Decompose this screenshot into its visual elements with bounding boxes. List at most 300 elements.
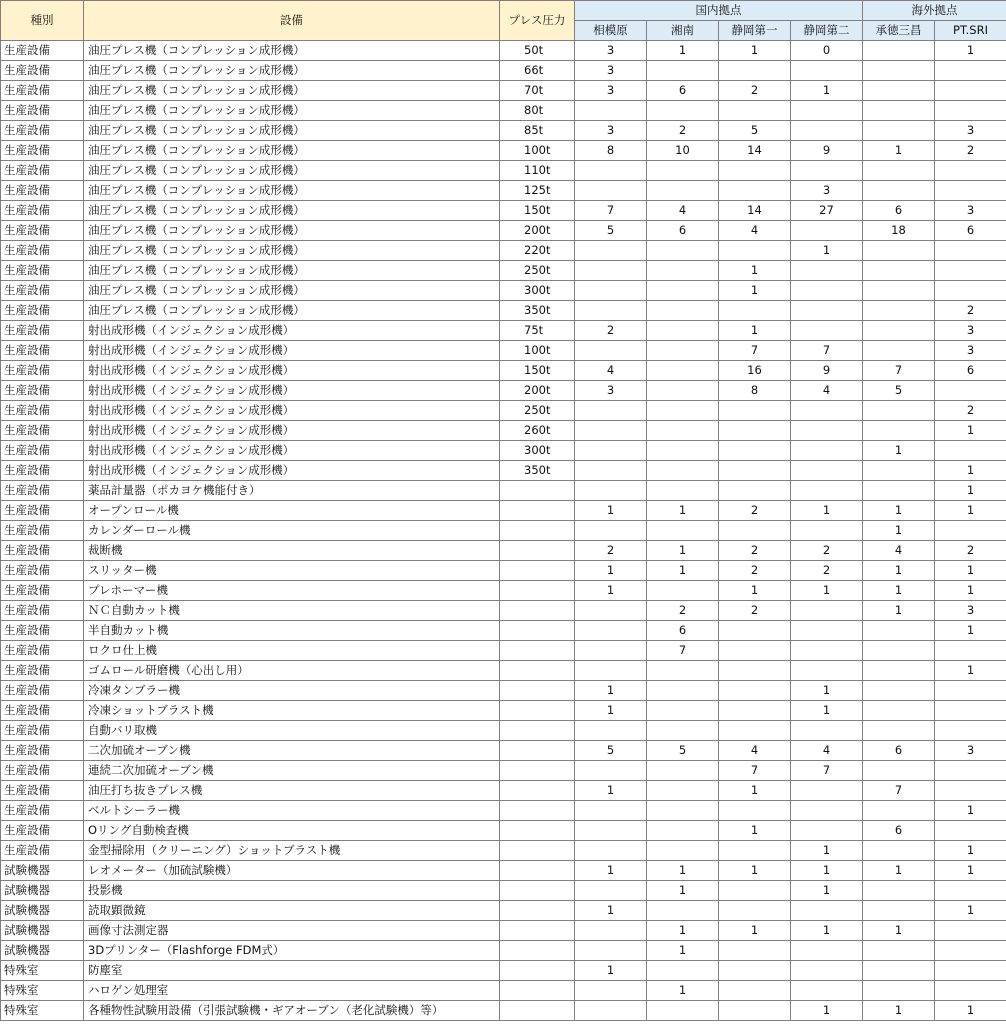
count-cell: 1 bbox=[935, 621, 1006, 641]
count-cell: 27 bbox=[791, 201, 863, 221]
table-row bbox=[1, 981, 1006, 1001]
press-cell bbox=[500, 881, 575, 901]
count-cell bbox=[575, 181, 647, 201]
count-cell: 7 bbox=[647, 641, 719, 661]
count-cell bbox=[647, 361, 719, 381]
count-cell bbox=[575, 441, 647, 461]
count-cell: 3 bbox=[935, 321, 1006, 341]
count-cell bbox=[935, 101, 1006, 121]
count-cell: 6 bbox=[863, 741, 935, 761]
count-cell bbox=[935, 521, 1006, 541]
count-cell: 1 bbox=[791, 581, 863, 601]
count-cell bbox=[863, 701, 935, 721]
type-cell: 生産設備 bbox=[1, 161, 84, 181]
count-cell bbox=[719, 181, 791, 201]
count-cell bbox=[791, 441, 863, 461]
type-cell: 生産設備 bbox=[1, 601, 84, 621]
count-cell: 1 bbox=[575, 781, 647, 801]
count-cell: 5 bbox=[719, 121, 791, 141]
count-cell bbox=[863, 281, 935, 301]
count-cell: 7 bbox=[719, 761, 791, 781]
count-cell bbox=[647, 801, 719, 821]
type-cell: 生産設備 bbox=[1, 61, 84, 81]
equipment-cell: 自動バリ取機 bbox=[84, 721, 500, 741]
count-cell bbox=[647, 381, 719, 401]
count-cell: 3 bbox=[575, 121, 647, 141]
equipment-cell: 冷凍タンブラー機 bbox=[84, 681, 500, 701]
count-cell: 3 bbox=[575, 81, 647, 101]
count-cell bbox=[575, 521, 647, 541]
count-cell: 1 bbox=[863, 141, 935, 161]
count-cell: 1 bbox=[935, 481, 1006, 501]
press-cell bbox=[500, 701, 575, 721]
type-cell: 生産設備 bbox=[1, 481, 84, 501]
count-cell: 2 bbox=[647, 601, 719, 621]
count-cell: 1 bbox=[575, 901, 647, 921]
table-row bbox=[1, 181, 1006, 201]
count-cell bbox=[719, 1001, 791, 1021]
count-cell bbox=[863, 341, 935, 361]
count-cell bbox=[719, 901, 791, 921]
press-cell bbox=[500, 681, 575, 701]
count-cell bbox=[863, 621, 935, 641]
type-cell: 生産設備 bbox=[1, 381, 84, 401]
press-cell: 50t bbox=[500, 41, 575, 61]
type-cell: 生産設備 bbox=[1, 461, 84, 481]
count-cell: 1 bbox=[935, 901, 1006, 921]
count-cell: 1 bbox=[647, 501, 719, 521]
count-cell bbox=[719, 881, 791, 901]
table-row bbox=[1, 41, 1006, 61]
press-cell: 300t bbox=[500, 281, 575, 301]
press-cell: 66t bbox=[500, 61, 575, 81]
table-row bbox=[1, 361, 1006, 381]
count-cell bbox=[863, 241, 935, 261]
count-cell: 1 bbox=[863, 441, 935, 461]
equipment-cell: 読取顕微鏡 bbox=[84, 901, 500, 921]
table-row bbox=[1, 761, 1006, 781]
table-row bbox=[1, 841, 1006, 861]
type-cell: 生産設備 bbox=[1, 301, 84, 321]
count-cell bbox=[647, 521, 719, 541]
count-cell bbox=[791, 721, 863, 741]
count-cell bbox=[935, 921, 1006, 941]
count-cell bbox=[791, 401, 863, 421]
type-cell: 生産設備 bbox=[1, 401, 84, 421]
press-cell bbox=[500, 621, 575, 641]
count-cell: 3 bbox=[935, 201, 1006, 221]
count-cell: 1 bbox=[935, 581, 1006, 601]
count-cell: 4 bbox=[647, 201, 719, 221]
header-domestic: 国内拠点 bbox=[575, 1, 863, 21]
count-cell: 1 bbox=[935, 841, 1006, 861]
equipment-cell: 射出成形機（インジェクション成形機） bbox=[84, 381, 500, 401]
count-cell: 2 bbox=[935, 541, 1006, 561]
count-cell bbox=[791, 941, 863, 961]
count-cell: 5 bbox=[575, 221, 647, 241]
count-cell: 4 bbox=[863, 541, 935, 561]
type-cell: 生産設備 bbox=[1, 501, 84, 521]
count-cell: 1 bbox=[575, 581, 647, 601]
count-cell bbox=[935, 161, 1006, 181]
table-row bbox=[1, 121, 1006, 141]
type-cell: 生産設備 bbox=[1, 41, 84, 61]
count-cell: 1 bbox=[863, 861, 935, 881]
count-cell: 3 bbox=[575, 61, 647, 81]
count-cell: 3 bbox=[935, 341, 1006, 361]
count-cell: 2 bbox=[935, 301, 1006, 321]
table-row bbox=[1, 661, 1006, 681]
equipment-cell: 油圧プレス機（コンプレッション成形機） bbox=[84, 221, 500, 241]
count-cell bbox=[647, 241, 719, 261]
count-cell bbox=[791, 121, 863, 141]
count-cell bbox=[791, 301, 863, 321]
count-cell bbox=[719, 101, 791, 121]
count-cell bbox=[575, 721, 647, 741]
count-cell: 1 bbox=[719, 781, 791, 801]
table-row bbox=[1, 81, 1006, 101]
press-cell bbox=[500, 481, 575, 501]
count-cell bbox=[575, 301, 647, 321]
equipment-cell: 油圧プレス機（コンプレッション成形機） bbox=[84, 241, 500, 261]
count-cell bbox=[719, 801, 791, 821]
equipment-cell: レオメーター（加硫試験機） bbox=[84, 861, 500, 881]
count-cell bbox=[791, 621, 863, 641]
count-cell bbox=[647, 181, 719, 201]
count-cell bbox=[935, 781, 1006, 801]
count-cell: 1 bbox=[791, 921, 863, 941]
equipment-cell: ベルトシーラー機 bbox=[84, 801, 500, 821]
count-cell bbox=[647, 701, 719, 721]
count-cell: 14 bbox=[719, 141, 791, 161]
header-site: 相模原 bbox=[575, 21, 647, 41]
count-cell: 2 bbox=[719, 601, 791, 621]
count-cell bbox=[863, 721, 935, 741]
equipment-cell: スリッター機 bbox=[84, 561, 500, 581]
press-cell bbox=[500, 801, 575, 821]
table-row bbox=[1, 881, 1006, 901]
press-cell bbox=[500, 561, 575, 581]
count-cell bbox=[575, 341, 647, 361]
count-cell bbox=[791, 521, 863, 541]
count-cell bbox=[863, 261, 935, 281]
count-cell: 2 bbox=[791, 561, 863, 581]
type-cell: 試験機器 bbox=[1, 941, 84, 961]
press-cell: 250t bbox=[500, 401, 575, 421]
type-cell: 生産設備 bbox=[1, 201, 84, 221]
count-cell bbox=[935, 241, 1006, 261]
count-cell bbox=[575, 921, 647, 941]
count-cell: 1 bbox=[935, 501, 1006, 521]
count-cell bbox=[863, 81, 935, 101]
table-row bbox=[1, 161, 1006, 181]
equipment-cell: 射出成形機（インジェクション成形機） bbox=[84, 441, 500, 461]
count-cell: 3 bbox=[575, 41, 647, 61]
equipment-cell: オープンロール機 bbox=[84, 501, 500, 521]
equipment-cell: 油圧プレス機（コンプレッション成形機） bbox=[84, 181, 500, 201]
table-row bbox=[1, 241, 1006, 261]
table-row bbox=[1, 461, 1006, 481]
press-cell: 125t bbox=[500, 181, 575, 201]
count-cell: 6 bbox=[647, 621, 719, 641]
type-cell: 生産設備 bbox=[1, 261, 84, 281]
count-cell: 1 bbox=[935, 461, 1006, 481]
count-cell bbox=[575, 981, 647, 1001]
count-cell bbox=[863, 661, 935, 681]
count-cell: 3 bbox=[791, 181, 863, 201]
count-cell: 0 bbox=[791, 41, 863, 61]
count-cell bbox=[647, 281, 719, 301]
count-cell bbox=[719, 681, 791, 701]
count-cell bbox=[575, 401, 647, 421]
count-cell bbox=[647, 261, 719, 281]
count-cell: 6 bbox=[863, 201, 935, 221]
count-cell bbox=[791, 981, 863, 1001]
equipment-cell: 油圧プレス機（コンプレッション成形機） bbox=[84, 161, 500, 181]
press-cell: 150t bbox=[500, 201, 575, 221]
count-cell bbox=[719, 941, 791, 961]
count-cell: 10 bbox=[647, 141, 719, 161]
count-cell bbox=[647, 961, 719, 981]
table-row bbox=[1, 861, 1006, 881]
press-cell: 150t bbox=[500, 361, 575, 381]
type-cell: 生産設備 bbox=[1, 541, 84, 561]
type-cell: 生産設備 bbox=[1, 781, 84, 801]
count-cell bbox=[863, 301, 935, 321]
count-cell: 2 bbox=[647, 121, 719, 141]
count-cell bbox=[575, 761, 647, 781]
count-cell: 1 bbox=[863, 521, 935, 541]
type-cell: 生産設備 bbox=[1, 121, 84, 141]
count-cell: 8 bbox=[719, 381, 791, 401]
count-cell bbox=[791, 61, 863, 81]
equipment-cell: カレンダーロール機 bbox=[84, 521, 500, 541]
type-cell: 試験機器 bbox=[1, 861, 84, 881]
count-cell: 3 bbox=[575, 381, 647, 401]
press-cell bbox=[500, 841, 575, 861]
count-cell bbox=[647, 161, 719, 181]
table-row bbox=[1, 541, 1006, 561]
count-cell bbox=[935, 941, 1006, 961]
press-cell bbox=[500, 821, 575, 841]
count-cell: 9 bbox=[791, 361, 863, 381]
count-cell bbox=[719, 301, 791, 321]
count-cell: 7 bbox=[791, 761, 863, 781]
count-cell bbox=[575, 821, 647, 841]
count-cell bbox=[647, 401, 719, 421]
header-site: 承徳三昌 bbox=[863, 21, 935, 41]
table-body bbox=[1, 41, 1006, 1021]
equipment-cell: 裁断機 bbox=[84, 541, 500, 561]
type-cell: 生産設備 bbox=[1, 841, 84, 861]
count-cell bbox=[791, 321, 863, 341]
count-cell bbox=[575, 461, 647, 481]
count-cell bbox=[575, 841, 647, 861]
equipment-cell: ロクロ仕上機 bbox=[84, 641, 500, 661]
count-cell bbox=[719, 441, 791, 461]
count-cell bbox=[863, 161, 935, 181]
count-cell bbox=[575, 241, 647, 261]
count-cell: 1 bbox=[647, 561, 719, 581]
count-cell: 2 bbox=[575, 541, 647, 561]
equipment-cell: 油圧プレス機（コンプレッション成形機） bbox=[84, 61, 500, 81]
equipment-cell: 油圧プレス機（コンプレッション成形機） bbox=[84, 301, 500, 321]
count-cell bbox=[863, 121, 935, 141]
count-cell bbox=[791, 781, 863, 801]
count-cell: 3 bbox=[935, 121, 1006, 141]
count-cell bbox=[647, 661, 719, 681]
type-cell: 生産設備 bbox=[1, 661, 84, 681]
type-cell: 生産設備 bbox=[1, 521, 84, 541]
count-cell bbox=[647, 461, 719, 481]
type-cell: 生産設備 bbox=[1, 441, 84, 461]
count-cell bbox=[719, 461, 791, 481]
count-cell bbox=[791, 261, 863, 281]
table-row bbox=[1, 441, 1006, 461]
count-cell bbox=[791, 961, 863, 981]
press-cell: 200t bbox=[500, 381, 575, 401]
count-cell: 1 bbox=[719, 821, 791, 841]
count-cell bbox=[935, 981, 1006, 1001]
equipment-cell: 油圧プレス機（コンプレッション成形機） bbox=[84, 81, 500, 101]
table-row bbox=[1, 741, 1006, 761]
table-row bbox=[1, 221, 1006, 241]
count-cell bbox=[791, 161, 863, 181]
count-cell bbox=[647, 101, 719, 121]
count-cell bbox=[791, 601, 863, 621]
count-cell bbox=[935, 701, 1006, 721]
equipment-cell: ゴムロール研磨機（心出し用） bbox=[84, 661, 500, 681]
press-cell bbox=[500, 741, 575, 761]
press-cell bbox=[500, 1001, 575, 1021]
count-cell bbox=[719, 961, 791, 981]
count-cell: 16 bbox=[719, 361, 791, 381]
table-row bbox=[1, 621, 1006, 641]
type-cell: 生産設備 bbox=[1, 281, 84, 301]
header-press: プレス圧力 bbox=[500, 1, 575, 41]
type-cell: 生産設備 bbox=[1, 341, 84, 361]
count-cell bbox=[575, 881, 647, 901]
equipment-cell: ＮＣ自動カット機 bbox=[84, 601, 500, 621]
count-cell bbox=[863, 801, 935, 821]
count-cell bbox=[935, 181, 1006, 201]
count-cell bbox=[575, 621, 647, 641]
table-row bbox=[1, 341, 1006, 361]
count-cell bbox=[863, 841, 935, 861]
type-cell: 生産設備 bbox=[1, 701, 84, 721]
count-cell: 8 bbox=[575, 141, 647, 161]
equipment-cell: ハロゲン処理室 bbox=[84, 981, 500, 1001]
count-cell: 1 bbox=[719, 581, 791, 601]
table-row bbox=[1, 961, 1006, 981]
count-cell bbox=[575, 161, 647, 181]
count-cell bbox=[647, 301, 719, 321]
count-cell: 1 bbox=[719, 861, 791, 881]
count-cell bbox=[719, 161, 791, 181]
table-row bbox=[1, 261, 1006, 281]
count-cell bbox=[647, 1001, 719, 1021]
count-cell: 1 bbox=[719, 261, 791, 281]
table-row bbox=[1, 1001, 1006, 1021]
table-row bbox=[1, 281, 1006, 301]
table-row bbox=[1, 921, 1006, 941]
type-cell: 特殊室 bbox=[1, 1001, 84, 1021]
count-cell bbox=[575, 261, 647, 281]
press-cell: 350t bbox=[500, 301, 575, 321]
count-cell: 1 bbox=[647, 541, 719, 561]
count-cell: 1 bbox=[863, 501, 935, 521]
count-cell: 5 bbox=[575, 741, 647, 761]
press-cell bbox=[500, 781, 575, 801]
equipment-cell: 油圧打ち抜きプレス機 bbox=[84, 781, 500, 801]
count-cell bbox=[863, 761, 935, 781]
count-cell bbox=[791, 221, 863, 241]
count-cell bbox=[863, 641, 935, 661]
count-cell bbox=[791, 821, 863, 841]
count-cell bbox=[647, 581, 719, 601]
header-site: 湘南 bbox=[647, 21, 719, 41]
press-cell bbox=[500, 901, 575, 921]
count-cell bbox=[575, 941, 647, 961]
press-cell: 75t bbox=[500, 321, 575, 341]
equipment-cell: 射出成形機（インジェクション成形機） bbox=[84, 421, 500, 441]
header-type: 種別 bbox=[1, 1, 84, 41]
count-cell: 2 bbox=[791, 541, 863, 561]
count-cell bbox=[647, 341, 719, 361]
press-cell bbox=[500, 661, 575, 681]
type-cell: 生産設備 bbox=[1, 361, 84, 381]
count-cell bbox=[791, 661, 863, 681]
count-cell: 1 bbox=[719, 921, 791, 941]
count-cell bbox=[935, 821, 1006, 841]
count-cell: 1 bbox=[863, 581, 935, 601]
count-cell bbox=[575, 801, 647, 821]
count-cell: 6 bbox=[647, 81, 719, 101]
count-cell bbox=[791, 101, 863, 121]
count-cell: 1 bbox=[791, 1001, 863, 1021]
count-cell: 7 bbox=[575, 201, 647, 221]
press-cell bbox=[500, 721, 575, 741]
press-cell: 110t bbox=[500, 161, 575, 181]
table-row bbox=[1, 401, 1006, 421]
count-cell: 6 bbox=[863, 821, 935, 841]
count-cell: 1 bbox=[935, 661, 1006, 681]
count-cell: 18 bbox=[863, 221, 935, 241]
count-cell: 7 bbox=[791, 341, 863, 361]
count-cell bbox=[791, 901, 863, 921]
equipment-cell: 薬品計量器（ポカヨケ機能付き） bbox=[84, 481, 500, 501]
count-cell: 1 bbox=[575, 501, 647, 521]
count-cell: 1 bbox=[935, 561, 1006, 581]
count-cell bbox=[863, 401, 935, 421]
count-cell: 2 bbox=[719, 81, 791, 101]
count-cell bbox=[647, 721, 719, 741]
table-row bbox=[1, 681, 1006, 701]
header-site: 静岡第一 bbox=[719, 21, 791, 41]
count-cell: 2 bbox=[575, 321, 647, 341]
table-row bbox=[1, 381, 1006, 401]
count-cell: 1 bbox=[575, 561, 647, 581]
count-cell bbox=[647, 681, 719, 701]
count-cell: 5 bbox=[647, 741, 719, 761]
count-cell bbox=[719, 421, 791, 441]
type-cell: 生産設備 bbox=[1, 581, 84, 601]
count-cell: 1 bbox=[863, 561, 935, 581]
count-cell: 1 bbox=[647, 41, 719, 61]
press-cell bbox=[500, 941, 575, 961]
count-cell: 1 bbox=[935, 861, 1006, 881]
table-row bbox=[1, 601, 1006, 621]
